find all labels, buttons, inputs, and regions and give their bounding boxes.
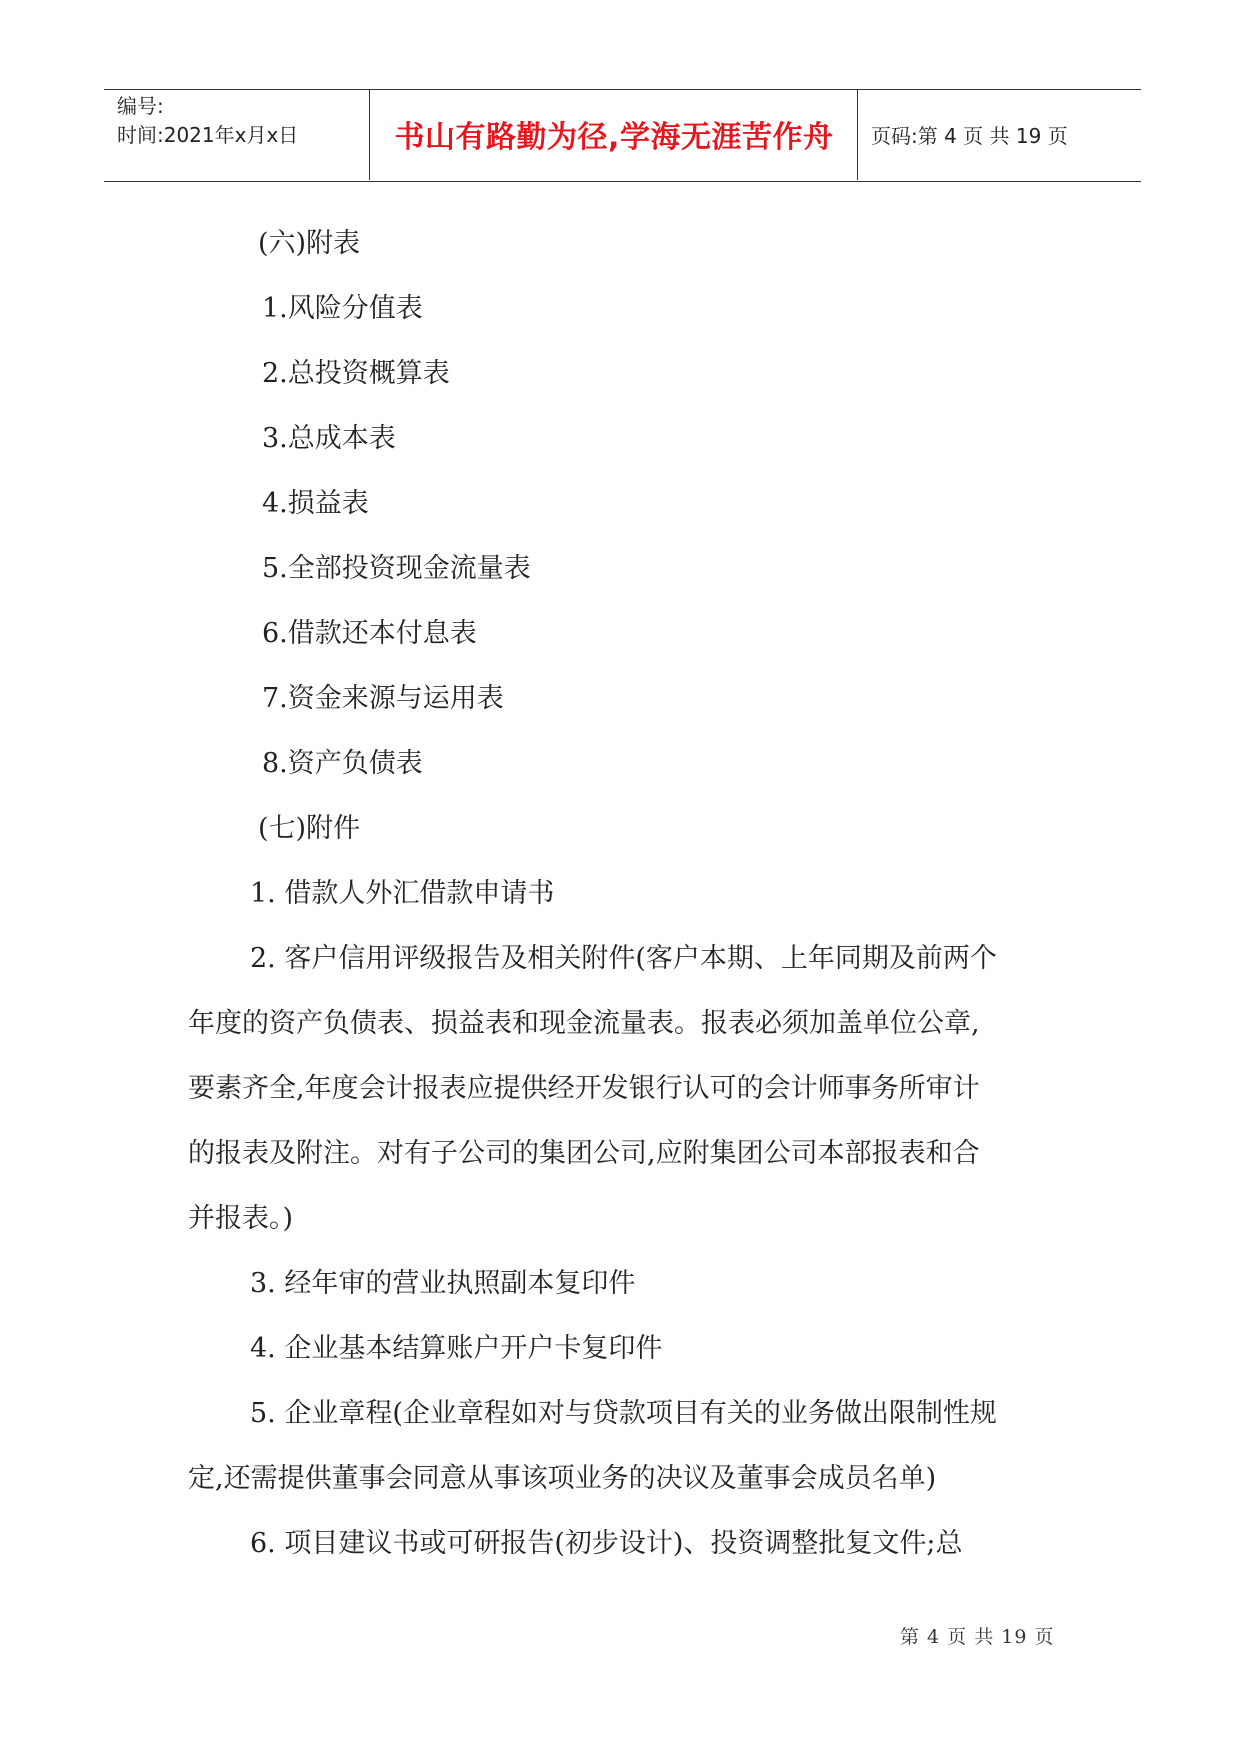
header-meta [117, 92, 367, 150]
header-page-info: 页码:第 4 页 共 19 页 [871, 124, 1068, 148]
paragraph-line: 年度的资产负债表、损益表和现金流量表。报表必须加盖单位公章, [188, 1008, 980, 1039]
paragraph-line: 5. 企业章程(企业章程如对与贷款项目有关的业务做出限制性规 [250, 1398, 997, 1429]
paragraph-line: 3. 经年审的营业执照副本复印件 [250, 1268, 636, 1299]
list-item: 5.全部投资现金流量表 [262, 553, 531, 584]
list-item: 4.损益表 [262, 488, 369, 519]
paragraph-line: 4. 企业基本结算账户开户卡复印件 [250, 1333, 663, 1364]
header-motto: 书山有路勤为径,学海无涯苦作舟 [394, 120, 834, 155]
document-date: 时间:2021年x月x日 [117, 123, 299, 147]
list-item: 3.总成本表 [262, 423, 396, 454]
document-number-label: 编号: [117, 94, 164, 118]
section-heading-appendix-tables: (六)附表 [258, 228, 361, 259]
list-item: 7.资金来源与运用表 [262, 683, 504, 714]
paragraph-line: 并报表。) [188, 1203, 294, 1234]
paragraph-line: 6. 项目建议书或可研报告(初步设计)、投资调整批复文件;总 [250, 1528, 963, 1559]
header-divider [369, 90, 370, 180]
section-heading-attachments: (七)附件 [258, 813, 361, 844]
document-header [104, 89, 1141, 182]
list-item: 8.资产负债表 [262, 748, 423, 779]
paragraph-line: 1. 借款人外汇借款申请书 [250, 878, 555, 909]
page-footer: 第 4 页 共 19 页 [900, 1626, 1055, 1648]
header-divider [857, 90, 858, 180]
paragraph-line: 2. 客户信用评级报告及相关附件(客户本期、上年同期及前两个 [250, 943, 997, 974]
list-item: 6.借款还本付息表 [262, 618, 477, 649]
paragraph-line: 定,还需提供董事会同意从事该项业务的决议及董事会成员名单) [188, 1463, 937, 1494]
list-item: 2.总投资概算表 [262, 358, 450, 389]
list-item: 1.风险分值表 [262, 293, 423, 324]
paragraph-line: 要素齐全,年度会计报表应提供经开发银行认可的会计师事务所审计 [188, 1073, 980, 1104]
paragraph-line: 的报表及附注。对有子公司的集团公司,应附集团公司本部报表和合 [188, 1138, 980, 1169]
